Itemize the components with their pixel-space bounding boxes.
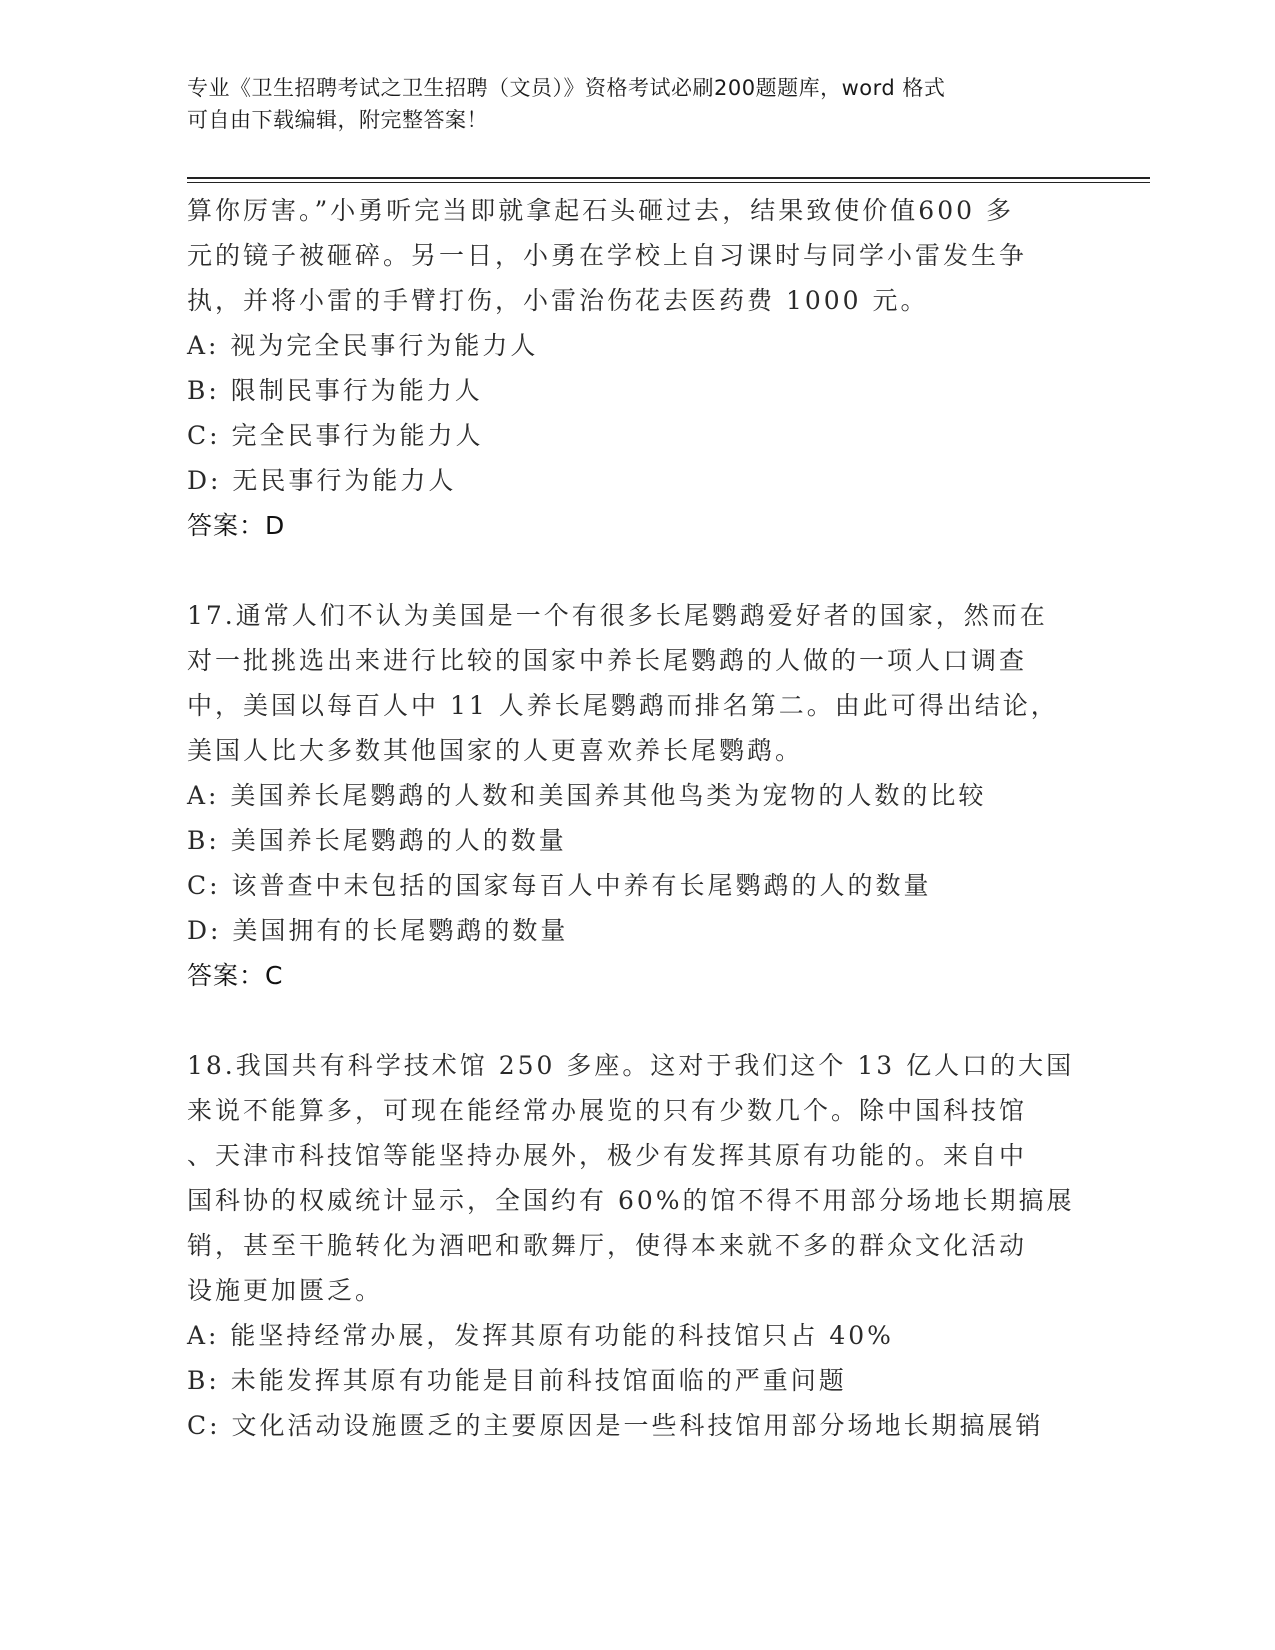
spacer	[187, 548, 1087, 593]
question-stem-line: 算你厉害。”小勇听完当即就拿起石头砸过去，结果致使价值600 多	[187, 196, 1014, 225]
option-a: A: 美国养长尾鹦鹉的人数和美国养其他鸟类为宠物的人数的比较	[187, 781, 987, 810]
answer-line: 答案：D	[187, 511, 286, 540]
document-header	[187, 72, 1067, 136]
question-stem-line: 来说不能算多，可现在能经常办展览的只有少数几个。除中国科技馆	[187, 1096, 1028, 1125]
option-a: A: 视为完全民事行为能力人	[187, 331, 539, 360]
option-b: B: 未能发挥其原有功能是目前科技馆面临的严重问题	[187, 1366, 847, 1395]
option-c: C: 完全民事行为能力人	[187, 421, 484, 450]
option-c: C: 文化活动设施匮乏的主要原因是一些科技馆用部分场地长期搞展销	[187, 1411, 1044, 1440]
option-a: A: 能坚持经常办展，发挥其原有功能的科技馆只占 40%	[187, 1321, 894, 1350]
option-b: B: 美国养长尾鹦鹉的人的数量	[187, 826, 567, 855]
question-16	[187, 188, 1087, 548]
question-stem-line: 18.我国共有科学技术馆 250 多座。这对于我们这个 13 亿人口的大国	[187, 1051, 1075, 1080]
question-stem-line: 国科协的权威统计显示，全国约有 60%的馆不得不用部分场地长期搞展	[187, 1186, 1075, 1215]
spacer	[187, 998, 1087, 1043]
question-stem-line: 中，美国以每百人中 11 人养长尾鹦鹉而排名第二。由此可得出结论，	[187, 691, 1059, 720]
question-stem-line: 、天津市科技馆等能坚持办展外，极少有发挥其原有功能的。来自中	[187, 1141, 1028, 1170]
question-stem-line: 美国人比大多数其他国家的人更喜欢养长尾鹦鹉。	[187, 736, 804, 765]
question-stem-line: 元的镜子被砸碎。另一日，小勇在学校上自习课时与同学小雷发生争	[187, 241, 1028, 270]
option-b: B: 限制民事行为能力人	[187, 376, 483, 405]
question-stem-line: 设施更加匮乏。	[187, 1276, 384, 1305]
option-c: C: 该普查中未包括的国家每百人中养有长尾鹦鹉的人的数量	[187, 871, 932, 900]
question-stem-line: 销，甚至干脆转化为酒吧和歌舞厅，使得本来就不多的群众文化活动	[187, 1231, 1028, 1260]
option-d: D: 无民事行为能力人	[187, 466, 457, 495]
answer-line: 答案：C	[187, 961, 284, 990]
header-title-line-1: 专业《卫生招聘考试之卫生招聘（文员）》资格考试必刷200题题库，word 格式	[187, 76, 946, 100]
question-stem-line: 执，并将小雷的手臂打伤，小雷治伤花去医药费 1000 元。	[187, 286, 929, 315]
document-body	[187, 188, 1087, 1448]
header-divider-thin	[187, 182, 1150, 183]
question-17	[187, 593, 1087, 998]
header-divider	[187, 177, 1150, 179]
question-stem-line: 17.通常人们不认为美国是一个有很多长尾鹦鹉爱好者的国家，然而在	[187, 601, 1048, 630]
header-title-line-2: 可自由下载编辑，附完整答案！	[187, 108, 488, 132]
question-stem-line: 对一批挑选出来进行比较的国家中养长尾鹦鹉的人做的一项人口调查	[187, 646, 1028, 675]
option-d: D: 美国拥有的长尾鹦鹉的数量	[187, 916, 569, 945]
question-18	[187, 1043, 1087, 1448]
